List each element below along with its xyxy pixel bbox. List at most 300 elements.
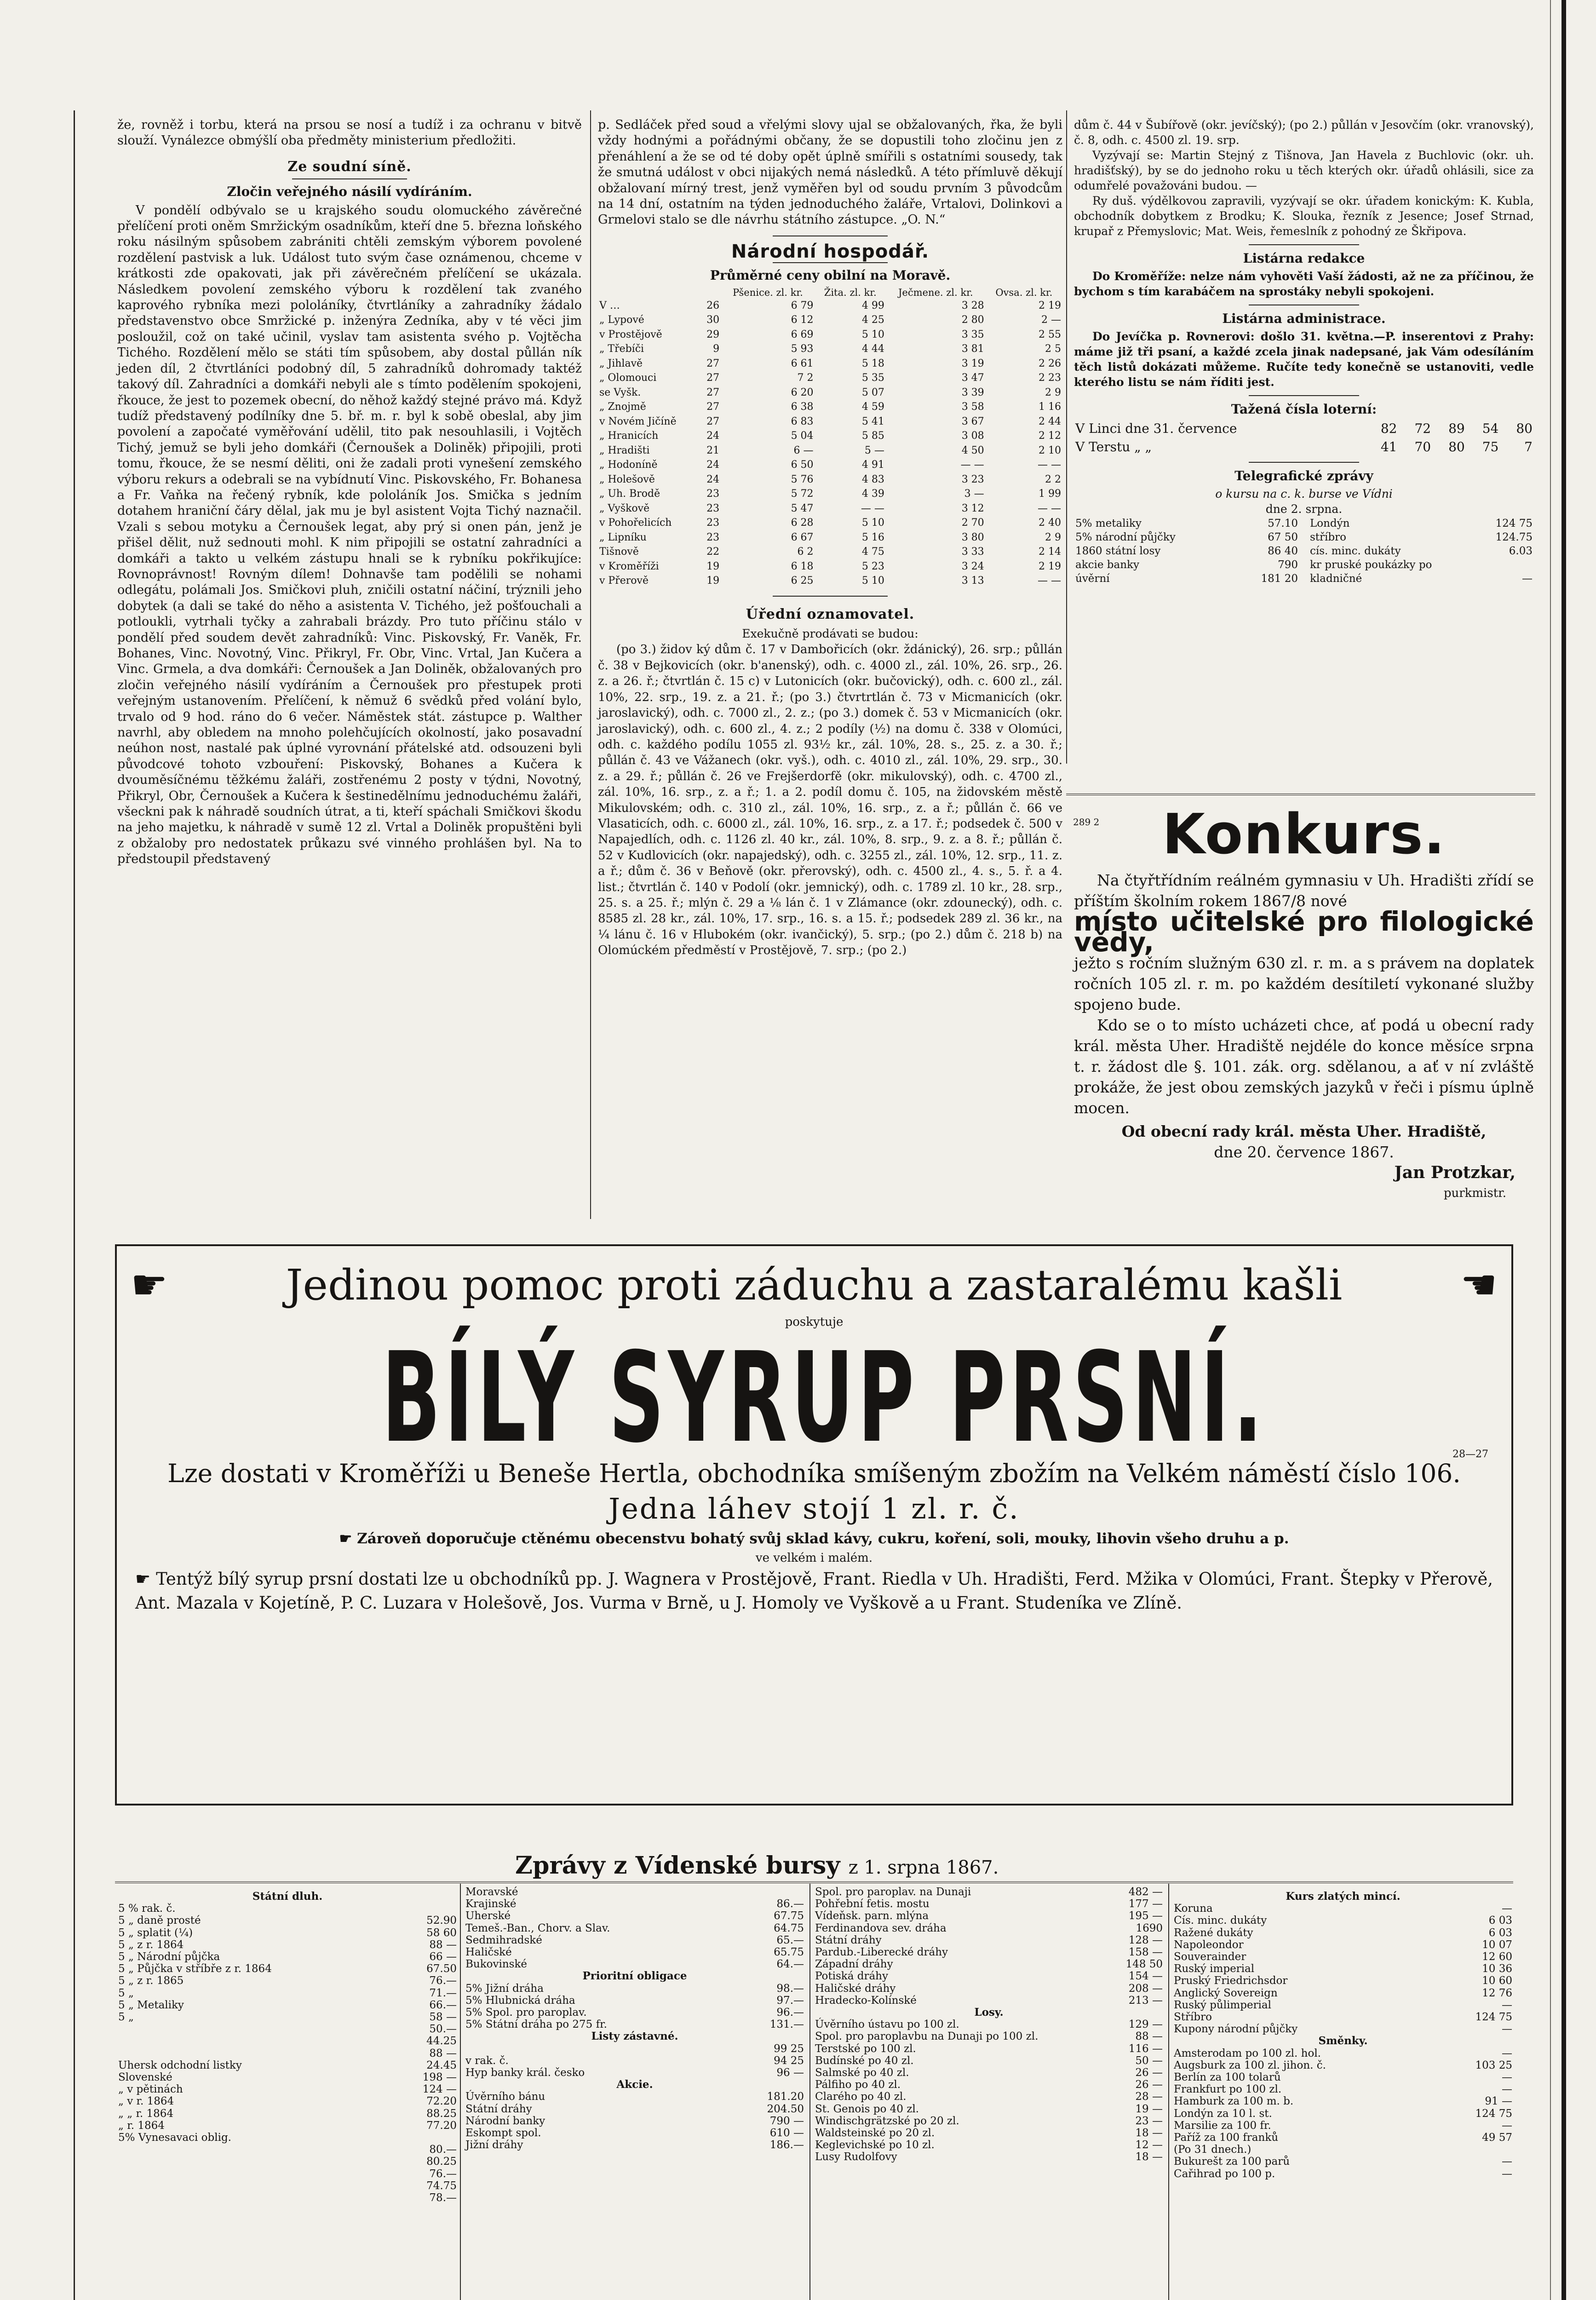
table-cell-label: Jižní dráhy [465,2139,523,2151]
table-row [814,1922,1164,1934]
table-cell-value: 2 9 [1045,531,1061,543]
table-cell-value: 66 — [429,1951,457,1963]
table-cell-label: Krajinské [465,1898,517,1910]
table-row [1173,1903,1513,1915]
table-cell-value: 213 — [1128,1994,1163,2007]
table-row [814,1886,1164,1898]
telegraph-title: Telegrafické zprávy [1234,468,1373,483]
column-3 [1074,117,1534,586]
table-cell-label [117,2023,394,2035]
table-cell-label: Akcie. [616,2078,653,2091]
table-cell-value: 80.25 [426,2156,457,2168]
table-cell-value: 88 — [429,2047,457,2059]
table-cell-label: v rak. č. [465,2054,509,2067]
summons-2: Ry duš. výdělkovou zapravili, vyzývají se okr. úřadem konickým: K. Kubla, obchodník dobytkem z Brodku; K. Sloukа, řezník z Jesence; Josef Strnad, krupař z Přemyslovic; Mat. Weis, řemeslník z pohodný ze Škřipova. [1074,194,1534,238]
table-cell-label: „ Lipníku [599,531,647,543]
table-row [598,414,1062,429]
table-row [465,2030,805,2042]
table-cell-value: 6 69 [791,328,814,340]
table-row [1173,2095,1513,2107]
table-cell-value: 2 10 [1039,444,1061,456]
table-row [117,1915,458,1926]
table-cell-value: 27 [706,415,720,427]
table-row [465,2091,805,2103]
table-row [465,2115,805,2127]
table-cell-label: Waldsteinské po 20 zl. [815,2127,935,2139]
table-cell-value: 195 — [1128,1910,1163,1922]
table-cell-value: 6 — [793,444,814,456]
table-cell-label: Anglický Sovereign [1174,1987,1278,1999]
table-cell-value: 1690 [1136,1922,1163,1934]
table-cell-value: 5 04 [791,430,814,442]
table-cell-value: — — [960,459,984,471]
table-cell-label: Spol. pro paroplav. na Dunaji [815,1886,971,1898]
table-cell-value: 94 25 [774,2054,804,2067]
table-cell-label: 5 „ Půjčka v stříbře z r. 1864 [118,1963,272,1975]
table-row [814,1983,1164,1995]
table-cell-label: Kupony národní půjčky [1174,2023,1298,2036]
table-cell-value [734,1886,805,1898]
table-row [1173,2035,1513,2047]
table-cell-label: Bukovinské [465,1958,528,1971]
table-row [465,1958,805,1970]
table-row [598,400,1062,414]
table-row [1173,1963,1513,1975]
table-cell-value: 74.75 [426,2179,457,2192]
table-cell-value: 610 — [769,2127,804,2139]
table-cell-value: 67.75 [774,1910,804,1922]
table-cell-value: 24 [706,430,720,442]
bourse-title-row [515,1852,999,1880]
table-row [465,2103,805,2115]
konkurs-notice [1074,803,1534,1204]
editor-letters-body: Do Kroměříže: nelze nám vyhověti Vaší žádosti, až ne za příčinou, že bychom s tím karabáčem na sprostáky nebyli spokojeni. [1074,270,1534,298]
table-cell-label [117,2035,394,2047]
table-cell-value: 23 [706,517,720,529]
table-row [1173,2059,1513,2071]
pointing-hand-icon: ☛ [339,1530,352,1547]
table-row [1173,2144,1513,2156]
table-cell-label: Napoleondor [1174,1938,1244,1951]
table-row [117,2120,458,2132]
table-row [598,299,1062,313]
summons: Vyzývají se: Martin Stejný z Tišnova, Jan Havela z Buchlovic (okr. uh. hradišťský), by se do jednoho roku u těch kterých okr. úřadů ohlásili, sice za odumřelé považováni budou. — [1074,149,1534,192]
table-cell-label: Ferdinandova sev. dráha [815,1922,947,1934]
table-cell-label: 5 „ [118,2011,134,2024]
table-cell-value: — — [1038,459,1061,471]
table-cell-value: 5 18 [861,357,884,369]
table-cell-label: Windischgrätzské po 20 zl. [815,2115,959,2127]
table-row [1173,2047,1513,2059]
bourse-title: Zprávy z Vídenské bursy [515,1852,840,1880]
table-row [117,2192,458,2204]
table-row [598,385,1062,400]
table-cell-label: Uhersk odchodní listky [118,2059,242,2071]
lottery-number: 80 [1448,439,1465,454]
table-cell-label: „ Hranicích [599,430,659,442]
table-cell-value: 131.— [769,2018,804,2031]
table-row [465,2139,805,2151]
table-cell-value: 2 19 [1039,560,1061,572]
table-cell-value: 6 03 [1488,1926,1512,1939]
table-row [598,530,1062,545]
table-cell-value: 3 33 [961,546,984,558]
table-cell-value: 27 [706,401,720,413]
bourse-coins [1173,1891,1513,2180]
table-cell-value: 26 [706,299,720,311]
lottery-title: Tažená čísla loterní: [1231,402,1377,417]
table-cell-value: 5 47 [791,502,814,514]
telegraph-value: 86 40 [1268,545,1298,557]
article-title: Zločin veřejného násilí vydíráním. [227,184,472,200]
table-cell-value: 2 80 [961,314,984,326]
table-cell-label: „ Hradišti [599,444,650,456]
table-cell-value: 5 76 [791,473,814,485]
table-row [117,2144,458,2156]
table-row [465,1910,805,1922]
table-cell-value: — [1502,2083,1512,2096]
table-cell-value: 124 — [422,2083,457,2096]
table-cell-value: 5 07 [861,386,884,398]
table-row [465,2018,805,2030]
table-cell-value: 124 75 [1475,2011,1512,2024]
telegraph-value: 6.03 [1509,545,1533,557]
table-row [1173,1987,1513,1999]
table-cell-value: 198 — [422,2071,457,2084]
table-row [814,2091,1164,2103]
ad-also-recommends-row [117,1529,1511,1549]
telegraph-label: úvěrní [1075,573,1110,585]
table-cell-label: 5 „ Metaliky [118,1999,184,2011]
notices-title: Úřední oznamovatel. [746,606,915,622]
table-cell-value: 116 — [1128,2042,1163,2055]
table-cell-value: 129 — [1128,2018,1163,2031]
table-cell-value [394,2132,458,2144]
table-cell-label: Losy. [974,2006,1004,2019]
table-cell-label: Prioritní obligace [582,1970,687,1983]
table-cell-label [117,2156,394,2168]
lottery-row [1074,438,1534,456]
table-cell-value: 44.25 [426,2035,457,2047]
table-cell-value: 50.— [429,2023,457,2036]
konkurs-signer-title: purkmistr. [1443,1186,1506,1200]
table-cell-value: 88 — [429,1938,457,1951]
table-cell-value: 91 — [1485,2095,1512,2108]
table-cell-value: — — [1038,575,1061,587]
table-cell-value: 2 23 [1039,372,1061,384]
table-row [1173,2156,1513,2168]
table-cell-value: 76.— [429,1975,457,1987]
table-cell-label: Pardub.-Liberecké dráhy [815,1946,948,1959]
table-cell-value: 78.— [429,2192,457,2204]
table-cell-value: 23 [706,488,720,500]
konkurs-top-rule [1066,794,1535,795]
table-row [1173,2083,1513,2095]
table-row [465,1946,805,1958]
table-cell-label: Ražené dukáty [1174,1926,1253,1939]
table-cell-label: Úvěrního bánu [465,2091,545,2103]
table-cell-value: 5 41 [861,415,884,427]
table-cell-value: 3 13 [961,575,984,587]
table-row [598,516,1062,530]
table-cell-value: 5 10 [861,575,884,587]
table-cell-label [117,2047,394,2059]
table-cell-value: 6 38 [791,401,814,413]
table-cell-value: 6 03 [1488,1915,1512,1927]
ad-wholesale: ve velkém i malém. [755,1551,873,1565]
table-cell-label: „ „ r. 1864 [118,2107,174,2120]
table-cell-value: 24.45 [426,2059,457,2071]
table-row [598,559,1062,574]
table-cell-value: 72.20 [426,2095,457,2108]
table-row [117,2059,458,2071]
konkurs-text-1: Na čtyřtřídním reálném gymnasiu v Uh. Hradišti zřídí se příštím školním rokem 1867/8 nové [1074,871,1534,910]
table-row [814,2139,1164,2151]
table-cell-label: Augsburk za 100 zl. jihon. č. [1174,2059,1326,2071]
table-header: Ovsa. zl. kr. [995,287,1053,298]
table-row [1173,2011,1513,2023]
lottery-number: 70 [1414,439,1431,454]
table-cell-value: 4 99 [861,299,884,311]
lottery-number: 80 [1516,421,1533,436]
table-row [117,2083,458,2095]
article-body: V pondělí odbývalo se u krajského soudu olomuckého závěrečné přelíčení proti oněm Smržickým osadníkům, kteří dne 5. března loňského roku násilným spůsobem zabrániti chtěli zemským výborem povolené rozdělení pastvisk a luk. Událost tuto svým čase oznámenou, chceme v krátkosti zde opakovati, jak při závěrečném přelíčení se ukázala. Následkem povolení zemského výboru k rozdělení tak zvaného kaprového rybníka mezi pololáníky, čtvrtláníky a zahradníky žádalo představenstvo obce Smržické p. inženýra Zedníka, aby v té věci jim posloužil, což on také učinil, vyslav tam asistenta svého p. Vojtěcha Tichého. Rozdělení mělo se státi tím spůsobem, aby dostal půllán ník jeden díl, 2 čtvrtláníci podobný díl, 5 zahradníků dohromady taktéž takový díl. Zahradníci a domkáři nebyli ale s tímto podělením spokojeni, řkouce, že jest to pozemek obecní, do něhož každý stejné právo má. Když tudíž představený podílníky dne 5. bř. m. r. byl k sobě obeslal, aby jim povolení a započaté vyměřování udělil, tito pak nesouhlasili, i Vojtěch Tichý, jemuž se byli jeho domkáři (Černoušek a Doliněk) připojili, proti tomu, řkouce, že se nesmí děliti, oni že zadali proti vynešení zemského výboru rekurs a odebrali se na vybídnutí Vinc. Piskovského, Fr. Bohanesa a Fr. Vaňka na řečený rybník, kde pololáník Jos. Smička s jedním dotahem hraniční čáry dělal, jak mu je byl asistent Vojta Tichý naznačil. Vzali s sebou motyku a Černoušek legat, aby prý si onen pán, jenž je přišel dělit, nuž sednouti mohl. K nim připojili se ostatní zahradníci a domkáři a takto u velkém zástupu hnali se k rybníku pokřikujíce: Rovnoprávnost! Rovným dílem! Dohnavše tam podělili se nohami odlegátu, polámali Jos. Smičkovi pluh, zničili ostatní náčiní, trýznili jeho dobytek (a dali se také do něho a asistenta V. Tichého, jež pošťouchali a potloukli, vytrhali tyčky a zahrabali brázdy. Pro tuto příčinu stálo v pondělí před soudem devět zahradníků: Vinc. Piskovský, Fr. Vaněk, Fr. Bohanes, Vinc. Novotný, Vinc. Přikryl, Fr. Obr, Vinc. Vrtal, Jan Kučera a Vinc. Grmela, a dva domkáři: Černoušek a Jan Doliněk, obžalovaných pro zločin veřejného násilí vydíráním a Černoušek pro přestupek proti veřejným ustanovením. Přelíčení, k němuž 6 svědků před volání bylo, trvalo od 9 hod. ráno do 6 večer. Náměstek stát. zástupce p. Walther navrhl, aby obledem na mnoho polehčujících okolností, jako posavadní neúhon nost, nastalé pak úplné vyrovnání přátelské atd. odsouzeni byli původcové tohoto vzbouření: Piskovský, Bohanes a Kučera k dvouměsíčnému těžkému žaláři, zostřenému 2 posty v týdni, Novotný, Přikryl, Obr, Černoušek a Kučera k šestinedělnímu jednoduchému žaláři, všeckni pak k náhradě soudních útrat, a ti, kteří spáchali Smičkovi škodu na jeho majetku, k náhradě v sumě 12 zl. Vrtal a Doliněk propuštěni byli z obžaloby pro nedostatek průkazu své vinného prohlášen byl. Na to předstoupil představený [117,203,582,867]
table-cell-value: 103 25 [1475,2059,1512,2071]
editor-letters-title: Listárna redakce [1243,251,1365,266]
table-row [465,1898,805,1910]
admin-letters-title: Listárna administrace. [1222,311,1386,326]
table-row [117,2180,458,2192]
telegraph-label: stříbro [1310,531,1346,543]
table-header-row [598,287,1062,299]
telegraph-label: 5% metaliky [1075,518,1142,529]
table-cell-label: V … [599,299,620,311]
ad-headline: Jedinou pomoc proti záduchu a zastaralému kašli [286,1260,1343,1310]
table-cell-value: 58 60 [426,1926,457,1939]
table-cell-label: Amsterodam po 100 zl. hol. [1174,2047,1321,2059]
table-cell-value: 2 40 [1039,517,1061,529]
table-cell-value: 86.— [776,1898,804,1910]
table-cell-value: 21 [706,444,720,456]
table-row [1173,2168,1513,2180]
table-cell-value: 65.75 [774,1946,804,1959]
table-cell-label: Potiská dráhy [815,1970,888,1983]
table-cell-value: 2 44 [1039,415,1061,427]
table-row [814,2151,1164,2163]
table-row [814,2067,1164,2079]
table-row [1173,2120,1513,2132]
notices-subtitle: Exekučně prodávati se budou: [742,627,919,641]
table-cell-value: 65.— [776,1934,804,1946]
table-cell-value: 18 — [1135,2151,1163,2163]
table-row [814,1910,1164,1922]
table-cell-value: 5 — [864,444,884,456]
table-cell-value: 3 19 [961,357,984,369]
column-rule [1168,1884,1169,2300]
table-cell-value: 3 39 [961,386,984,398]
table-row [117,1963,458,1975]
table-cell-value: 27 [706,386,720,398]
table-cell-value [394,1903,458,1915]
konkurs-signature-place: Od obecní rady král. města Uher. Hradiště, [1121,1122,1487,1140]
table-cell-label: 5% Hlubnická dráha [465,1994,575,2007]
table-cell-value: 64.— [776,1958,804,1971]
notices-continuation: dům č. 44 v Šubířově (okr. jevíčský); (po 2.) půllán v Jesovčím (okr. vranovský), č. 8, odh. c. 4500 zl. 19. srp. [1074,118,1534,147]
ad-also-recommends: Zároveň doporučuje ctěnému obecenstvu bohatý svůj sklad kávy, cukru, koření, soli, mouky, lihovin všeho druhu a p. [357,1530,1289,1547]
grain-table-title: Průměrné ceny obilní na Moravě. [710,268,951,283]
table-cell-value: 24 [706,459,720,471]
table-cell-label: Terstské po 100 zl. [815,2042,916,2055]
telegraph-label: kr pruské poukázky po [1310,559,1432,571]
table-cell-value: — [1502,2156,1512,2168]
table-cell-label: 5 „ splatit (¼) [118,1926,193,1939]
table-row [117,2108,458,2120]
konkurs-title: Konkurs. [1162,803,1446,867]
table-row [814,1958,1164,1970]
table-cell-label: Koruna [1174,1903,1213,1915]
bourse-col-head: Státní dluh. [252,1890,323,1903]
table-cell-value: 67.50 [426,1963,457,1975]
table-cell-label: „ Holešově [599,473,655,485]
table-cell-label: „ Třebíči [599,343,644,355]
table-cell-label: Haličské [465,1946,512,1959]
table-row [598,487,1062,501]
table-cell-value: 24 [706,473,720,485]
table-cell-value: 19 [706,575,720,587]
table-cell-value: 1 99 [1039,488,1061,500]
table-cell-label: Clarého po 40 zl. [815,2091,907,2103]
table-row [117,1999,458,2011]
column-1 [117,117,582,868]
lottery-table [1074,420,1534,456]
table-row [1173,1927,1513,1939]
table-cell-label [117,2168,394,2180]
pointing-hand-icon: ☛ [135,1569,151,1589]
table-cell-value: 181.20 [767,2091,804,2103]
table-cell-label: Úvěrního ústavu po 100 zl. [815,2018,959,2031]
table-cell-value: 52.90 [426,1915,457,1927]
table-cell-value: 2 — [1041,314,1061,326]
table-row [598,328,1062,342]
table-cell-value: 77.20 [426,2119,457,2132]
table-cell-value: 27 [706,357,720,369]
table-cell-label: Vídeňsk. parn. mlýna [815,1910,929,1922]
table-cell-label: 5% Spol. pro paroplav. [465,2007,587,2019]
table-cell-label: Keglevichské po 10 zl. [815,2139,935,2151]
table-cell-value: 98.— [776,1982,804,1995]
table-cell-value: 6 18 [791,560,814,572]
page-edge-rule [1550,0,1551,2300]
table-cell-value: 23 — [1135,2115,1163,2127]
table-cell-value: 2 12 [1039,430,1061,442]
table-row [814,1946,1164,1958]
telegraph-value [1480,558,1534,572]
table-cell-value: 124 75 [1475,2107,1512,2120]
table-cell-value: 5 85 [861,430,884,442]
column-rule [460,1884,461,2300]
table-row [598,356,1062,371]
table-row [117,1951,458,1963]
table-cell-label: v Prostějově [599,328,662,340]
telegraph-right [1309,517,1534,586]
ad-headline-row [117,1260,1511,1311]
table-cell-value: 4 75 [861,546,884,558]
konkurs-signer: Jan Protzkar, [1394,1163,1516,1182]
table-cell-value: 30 [706,314,720,326]
table-cell-label: v Novém Jičíně [599,415,677,427]
table-cell-value: 6 28 [791,517,814,529]
table-cell-label: „ r. 1864 [118,2119,165,2132]
table-cell-label [465,2043,734,2055]
table-cell-value: 3 23 [961,473,984,485]
grain-table-body [598,299,1062,588]
table-cell-label: Hyp banky král. česko [465,2067,585,2079]
table-header: Ječmene. zl. kr. [898,287,973,298]
table-row [814,1934,1164,1946]
lottery-number: 82 [1380,421,1397,436]
table-cell-label [117,2180,394,2192]
table-cell-label: Hradecko-Kolínské [815,1994,917,2007]
konkurs-text-2: ježto s ročním služným 630 zl. r. m. a s právem na doplatek ročních 105 zl. r. m. po každém desítiletí vykonané služby spojeno bude. [1074,954,1534,1013]
table-cell-value: 2 5 [1045,343,1061,355]
table-cell-value: 2 26 [1039,357,1061,369]
table-cell-value: — [1502,2168,1512,2180]
table-cell-label: 5 „ z r. 1864 [118,1938,184,1951]
table-cell-label: Uherské [465,1910,511,1922]
table-cell-value: 6 79 [791,299,814,311]
lottery-number: 75 [1482,439,1499,454]
pointing-hand-icon: ☛ [1460,1261,1498,1309]
table-row [598,545,1062,559]
table-cell-value: 208 — [1128,1982,1163,1995]
table-cell-value: 6 50 [791,459,814,471]
table-cell-value: 2 9 [1045,386,1061,398]
ad-price: Jedna láhev stojí 1 zl. r. č. [609,1492,1020,1525]
table-cell-label: „ v r. 1864 [118,2095,174,2108]
table-cell-value: 64.75 [774,1922,804,1934]
divider [1249,244,1359,245]
telegraph-label: cís. minc. dukáty [1310,545,1401,557]
table-row [598,458,1062,472]
table-cell-value: 12 76 [1482,1987,1512,1999]
table-cell-value: 3 24 [961,560,984,572]
table-cell-label: 5 % rak. č. [118,1903,176,1915]
table-cell-label: Bukurešt za 100 parů [1174,2156,1290,2168]
table-cell-value: 26 — [1135,2067,1163,2079]
lottery-number: 89 [1448,421,1465,436]
table-cell-value: 10 07 [1482,1938,1512,1951]
table-cell-value: 50 — [1135,2054,1163,2067]
table-cell-value: 10 36 [1482,1963,1512,1975]
table-cell-value: 71.— [429,1987,457,1999]
table-cell-value: 96 — [776,2067,804,2079]
column-rule [809,1884,810,2300]
table-header: Žita. zl. kr. [824,287,877,298]
table-cell-value: 22 [706,546,720,558]
table-cell-value: 3 80 [961,531,984,543]
telegraph-date: dne 2. srpna. [1265,502,1343,516]
table-cell-value: 186.— [769,2139,804,2151]
table-cell-value: 29 [706,328,720,340]
table-cell-value: — [1502,2023,1512,2036]
table-row [598,472,1062,487]
table-cell-value: 99 25 [774,2042,804,2055]
table-row [1173,2023,1513,2035]
table-cell-label: „ Znojmě [599,401,646,413]
table-row [117,2168,458,2180]
lottery-place: V Terstu „ „ [1075,439,1152,454]
table-cell-value: 5 72 [791,488,814,500]
